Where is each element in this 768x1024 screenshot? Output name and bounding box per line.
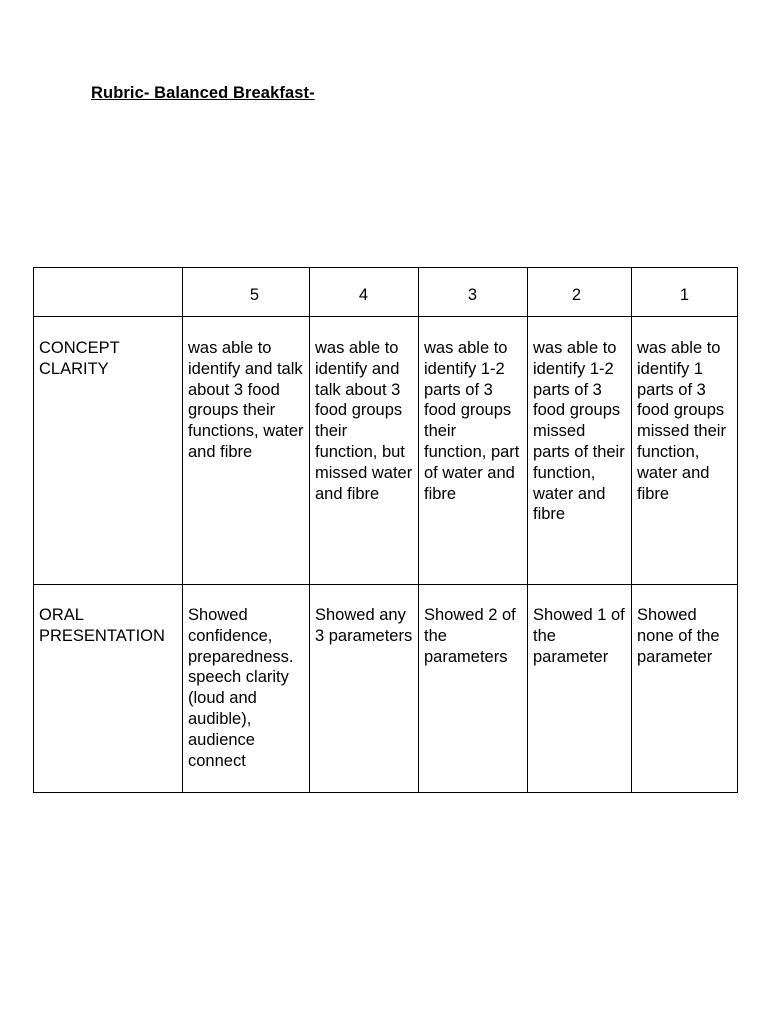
- rubric-cell: [528, 317, 632, 585]
- rubric-table: [33, 267, 738, 793]
- descriptor-concept-1: was able to identify 1 parts of 3 food groups missed their function, water and fibre: [637, 339, 726, 503]
- criterion-concept-clarity: CONCEPT CLARITY: [39, 339, 120, 378]
- rubric-cell: [632, 317, 738, 585]
- descriptor-oral-3: Showed 2 of the parameters: [424, 606, 516, 666]
- descriptor-oral-4: Showed any 3 parameters: [315, 606, 413, 645]
- descriptor-concept-4: was able to identify and talk about 3 food groups their function, but missed water and fibre: [315, 339, 413, 503]
- rubric-header-row: [34, 268, 738, 317]
- header-corner-cell: [34, 268, 183, 317]
- criterion-label: [34, 585, 183, 793]
- rubric-cell: [183, 585, 310, 793]
- score-header-2: 2: [528, 268, 632, 317]
- rubric-cell: [419, 317, 528, 585]
- rubric-cell: [310, 585, 419, 793]
- descriptor-concept-2: was able to identify 1-2 parts of 3 food groups missed parts of their function, water and fibre: [533, 339, 625, 524]
- descriptor-concept-5: was able to identify and talk about 3 food groups their functions, water and fibre: [188, 339, 304, 461]
- rubric-row-concept-clarity: [34, 317, 738, 585]
- rubric-cell: [419, 585, 528, 793]
- rubric-cell: [632, 585, 738, 793]
- criterion-oral-presentation: ORAL PRESENTATION: [39, 606, 165, 645]
- descriptor-oral-2: Showed 1 of the parameter: [533, 606, 625, 666]
- descriptor-concept-3: was able to identify 1-2 parts of 3 food groups their function, part of water and fibre: [424, 339, 520, 503]
- document-title: Rubric- Balanced Breakfast-: [91, 84, 315, 102]
- score-header-4: 4: [310, 268, 419, 317]
- descriptor-oral-1: Showed none of the parameter: [637, 606, 720, 666]
- descriptor-oral-5: Showed confidence, preparedness. speech clarity (loud and audible), audience connect: [188, 606, 294, 770]
- score-header-3: 3: [419, 268, 528, 317]
- criterion-label: [34, 317, 183, 585]
- rubric-row-oral-presentation: [34, 585, 738, 793]
- rubric-cell: [310, 317, 419, 585]
- score-header-1: 1: [632, 268, 738, 317]
- rubric-cell: [183, 317, 310, 585]
- score-header-5: 5: [183, 268, 310, 317]
- rubric-cell: [528, 585, 632, 793]
